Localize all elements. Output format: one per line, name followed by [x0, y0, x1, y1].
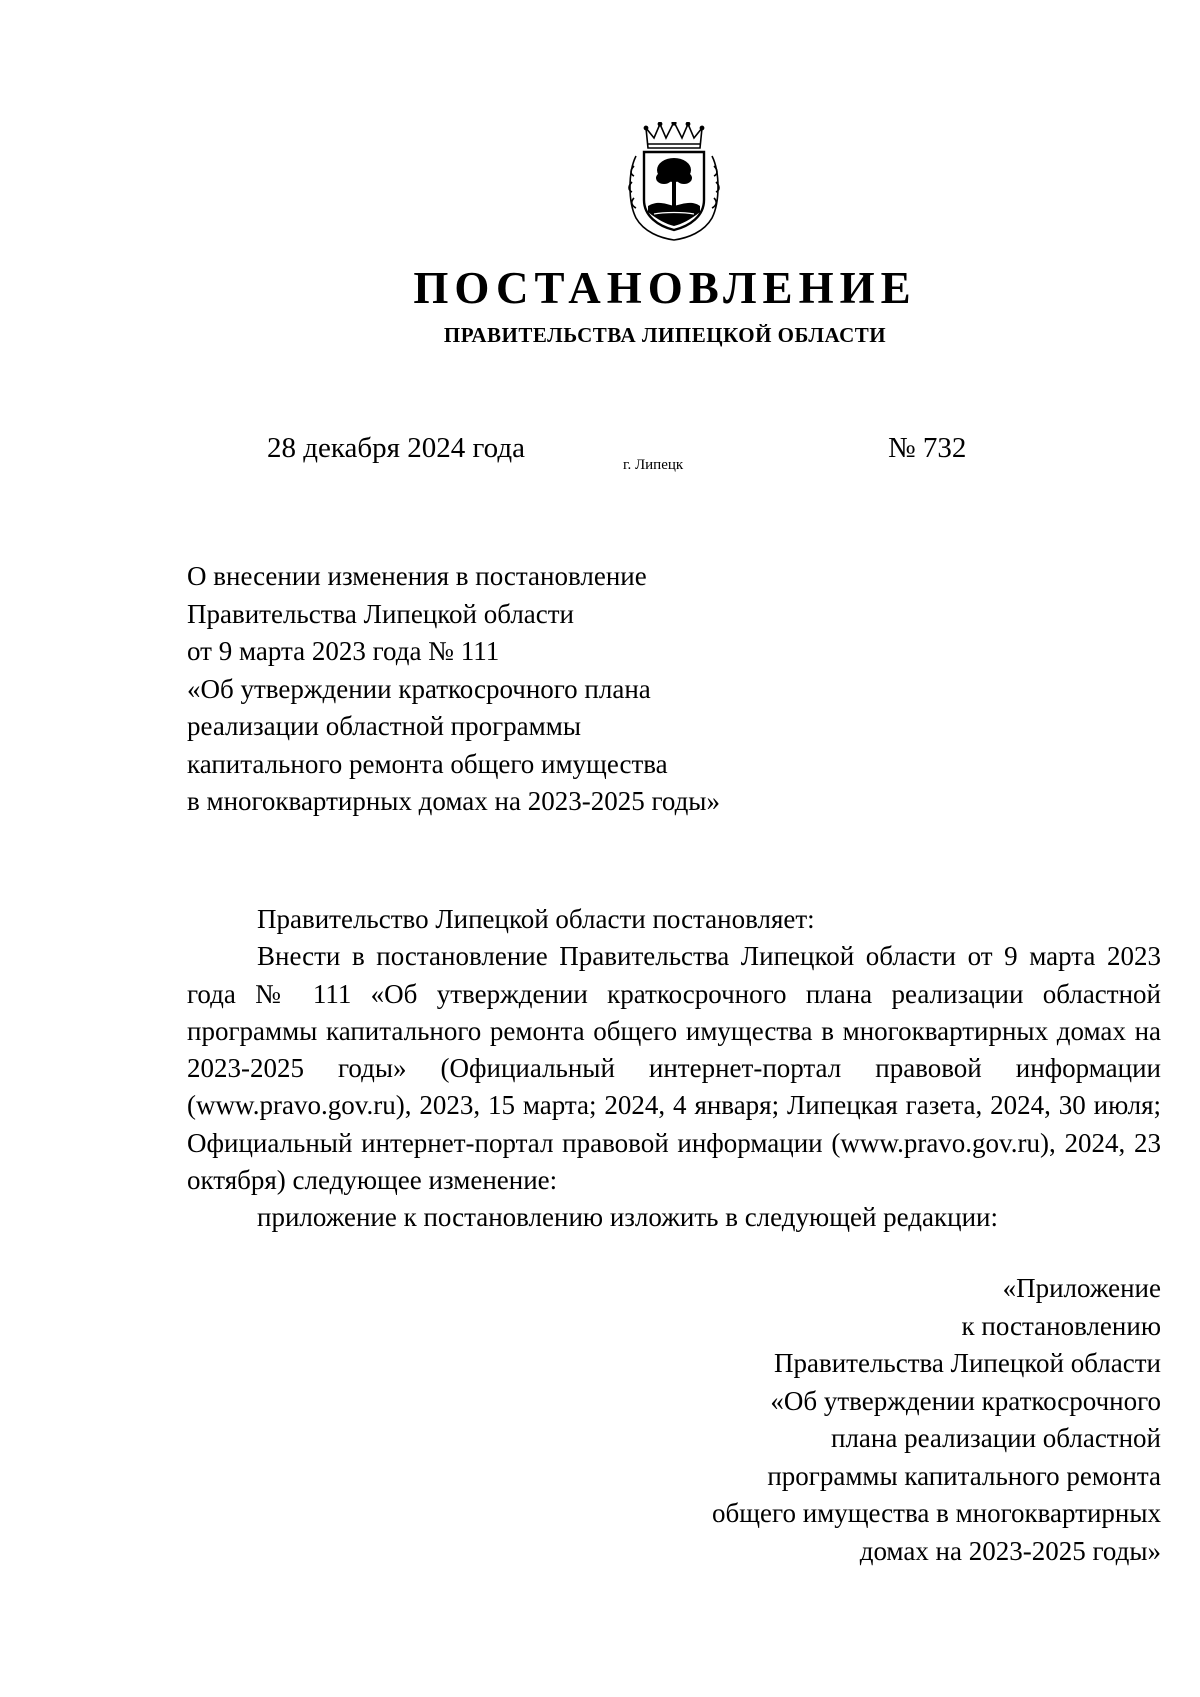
heading-line: капитального ремонта общего имущества — [187, 748, 668, 779]
body-paragraph-amendment: Внести в постановление Правительства Липецкой области от 9 марта 2023 года № 111 «Об утверждении краткосрочного плана реализации областной программы капитального ремонта общего имущества в многоквартирных домах на 2023-2025 годы» (Официальный интернет-портал правовой информации (www.pravo.gov.ru), 2023, 15 марта; 2024, 4 января; Липецкая газета, 2024, 30 июля; Официальный интернет-портал правовой информации (www.pravo.gov.ru), 2024, 23 октября) следующее изменение: — [187, 941, 1161, 1196]
heading-line: от 9 марта 2023 года № 111 — [187, 636, 500, 666]
annex-line: плана реализации областной — [831, 1423, 1161, 1453]
document-heading — [187, 558, 807, 821]
annex-line: «Приложение — [1002, 1273, 1161, 1303]
heading-line: реализации областной программы — [187, 711, 581, 741]
annex-line: «Об утверждении краткосрочного — [770, 1385, 1161, 1416]
document-body — [187, 901, 1161, 1237]
heading-line: Правительства Липецкой области — [187, 598, 575, 629]
body-paragraph-resolves: Правительство Липецкой области постановляет: — [257, 904, 815, 934]
annex-line: домах на 2023-2025 годы» — [859, 1535, 1161, 1566]
annex-line: программы капитального ремонта — [767, 1460, 1161, 1491]
document-city: г. Липецк — [623, 457, 684, 473]
document-number: № 732 — [888, 432, 967, 464]
coat-of-arms-icon — [626, 122, 722, 242]
heading-line: в многоквартирных домах на 2023-2025 годы» — [187, 786, 720, 816]
document-title: ПОСТАНОВЛЕНИЕ — [413, 263, 917, 313]
heading-line: «Об утверждении краткосрочного плана — [187, 673, 651, 704]
body-paragraph-annex-intro: приложение к постановлению изложить в следующей редакции: — [257, 1202, 998, 1233]
annex-line: Правительства Липецкой области — [773, 1348, 1161, 1378]
annex-header — [561, 1270, 1161, 1570]
document-subtitle: ПРАВИТЕЛЬСТВА ЛИПЕЦКОЙ ОБЛАСТИ — [443, 323, 887, 347]
heading-line: О внесении изменения в постановление — [187, 561, 647, 591]
annex-line: общего имущества в многоквартирных — [712, 1498, 1161, 1528]
document-date: 28 декабря 2024 года — [267, 432, 525, 464]
annex-line: к постановлению — [961, 1310, 1161, 1341]
